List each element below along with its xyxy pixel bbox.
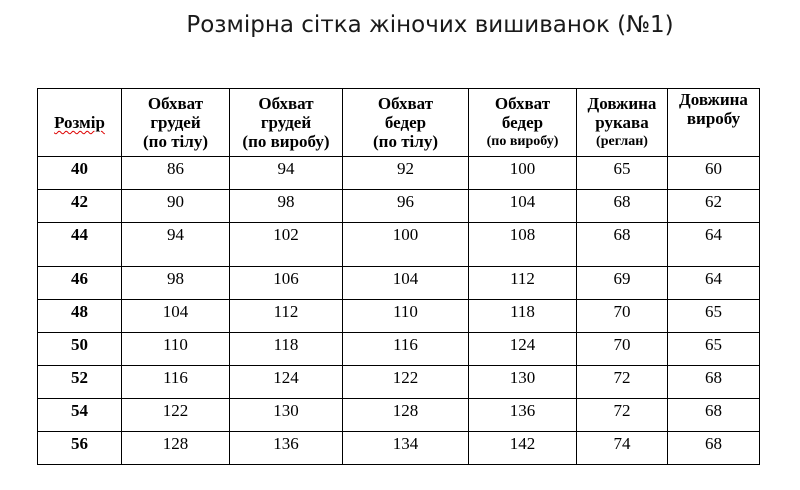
measurement-cell: 100 xyxy=(469,157,577,190)
measurement-cell: 134 xyxy=(343,432,469,465)
header-line: (по виробу) xyxy=(486,134,559,149)
measurement-cell: 112 xyxy=(469,267,577,300)
header-line: (по виробу) xyxy=(242,132,330,151)
table-row xyxy=(38,366,760,399)
measurement-cell: 122 xyxy=(122,399,230,432)
measurement-cell: 116 xyxy=(343,333,469,366)
header-sleeve-length xyxy=(577,89,668,157)
measurement-cell: 60 xyxy=(668,157,760,190)
measurement-cell: 98 xyxy=(122,267,230,300)
header-size xyxy=(38,89,122,157)
table-row xyxy=(38,333,760,366)
measurement-cell: 106 xyxy=(230,267,343,300)
size-cell: 52 xyxy=(38,366,122,399)
size-cell: 54 xyxy=(38,399,122,432)
size-cell: 44 xyxy=(38,223,122,267)
measurement-cell: 110 xyxy=(343,300,469,333)
measurement-cell: 90 xyxy=(122,190,230,223)
measurement-cell: 96 xyxy=(343,190,469,223)
header-line: грудей xyxy=(260,113,312,132)
measurement-cell: 74 xyxy=(577,432,668,465)
size-cell: 56 xyxy=(38,432,122,465)
measurement-cell: 102 xyxy=(230,223,343,267)
size-cell: 48 xyxy=(38,300,122,333)
table-row xyxy=(38,432,760,465)
header-line: Довжина xyxy=(679,90,748,109)
header-line: Розмір xyxy=(54,113,105,132)
measurement-cell: 130 xyxy=(469,366,577,399)
size-cell: 50 xyxy=(38,333,122,366)
header-line: Обхват xyxy=(147,94,204,113)
measurement-cell: 68 xyxy=(668,366,760,399)
measurement-cell: 104 xyxy=(343,267,469,300)
measurement-cell: 92 xyxy=(343,157,469,190)
table-body xyxy=(38,157,760,465)
measurement-cell: 124 xyxy=(230,366,343,399)
table-row xyxy=(38,300,760,333)
measurement-cell: 64 xyxy=(668,267,760,300)
table-row xyxy=(38,399,760,432)
measurement-cell: 116 xyxy=(122,366,230,399)
measurement-cell: 118 xyxy=(469,300,577,333)
header-line: Обхват xyxy=(377,94,434,113)
header-hips-garment xyxy=(469,89,577,157)
measurement-cell: 68 xyxy=(668,399,760,432)
measurement-cell: 65 xyxy=(668,300,760,333)
measurement-cell: 70 xyxy=(577,333,668,366)
header-line: Довжина xyxy=(587,94,657,113)
header-chest-body xyxy=(122,89,230,157)
measurement-cell: 142 xyxy=(469,432,577,465)
measurement-cell: 104 xyxy=(122,300,230,333)
header-row xyxy=(38,89,760,157)
header-chest-garment xyxy=(230,89,343,157)
measurement-cell: 130 xyxy=(230,399,343,432)
size-chart-table xyxy=(37,88,760,465)
measurement-cell: 72 xyxy=(577,366,668,399)
header-line: рукава xyxy=(595,113,649,132)
table-row xyxy=(38,190,760,223)
header-line: Обхват xyxy=(494,94,551,113)
header-line: (по тілу) xyxy=(143,132,208,151)
measurement-cell: 69 xyxy=(577,267,668,300)
measurement-cell: 98 xyxy=(230,190,343,223)
measurement-cell: 136 xyxy=(230,432,343,465)
header-line: виробу xyxy=(686,109,741,128)
measurement-cell: 64 xyxy=(668,223,760,267)
measurement-cell: 68 xyxy=(577,190,668,223)
header-line: грудей xyxy=(150,113,201,132)
table-row xyxy=(38,223,760,267)
measurement-cell: 70 xyxy=(577,300,668,333)
header-line: бедер xyxy=(501,113,544,132)
measurement-cell: 62 xyxy=(668,190,760,223)
measurement-cell: 68 xyxy=(668,432,760,465)
measurement-cell: 122 xyxy=(343,366,469,399)
measurement-cell: 128 xyxy=(122,432,230,465)
measurement-cell: 104 xyxy=(469,190,577,223)
measurement-cell: 86 xyxy=(122,157,230,190)
header-line: бедер xyxy=(384,113,427,132)
measurement-cell: 108 xyxy=(469,223,577,267)
measurement-cell: 136 xyxy=(469,399,577,432)
size-cell: 40 xyxy=(38,157,122,190)
table-row xyxy=(38,157,760,190)
header-line: Обхват xyxy=(258,94,314,113)
measurement-cell: 100 xyxy=(343,223,469,267)
measurement-cell: 110 xyxy=(122,333,230,366)
header-line: (реглан) xyxy=(596,134,648,149)
measurement-cell: 68 xyxy=(577,223,668,267)
header-garment-length xyxy=(668,89,760,157)
size-cell: 42 xyxy=(38,190,122,223)
measurement-cell: 118 xyxy=(230,333,343,366)
measurement-cell: 112 xyxy=(230,300,343,333)
measurement-cell: 128 xyxy=(343,399,469,432)
measurement-cell: 72 xyxy=(577,399,668,432)
measurement-cell: 124 xyxy=(469,333,577,366)
measurement-cell: 94 xyxy=(230,157,343,190)
header-hips-body xyxy=(343,89,469,157)
page-title: Розмірна сітка жіночих вишиванок (№1) xyxy=(186,12,674,38)
header-line: (по тілу) xyxy=(373,132,438,151)
size-cell: 46 xyxy=(38,267,122,300)
measurement-cell: 94 xyxy=(122,223,230,267)
table-row xyxy=(38,267,760,300)
measurement-cell: 65 xyxy=(577,157,668,190)
measurement-cell: 65 xyxy=(668,333,760,366)
